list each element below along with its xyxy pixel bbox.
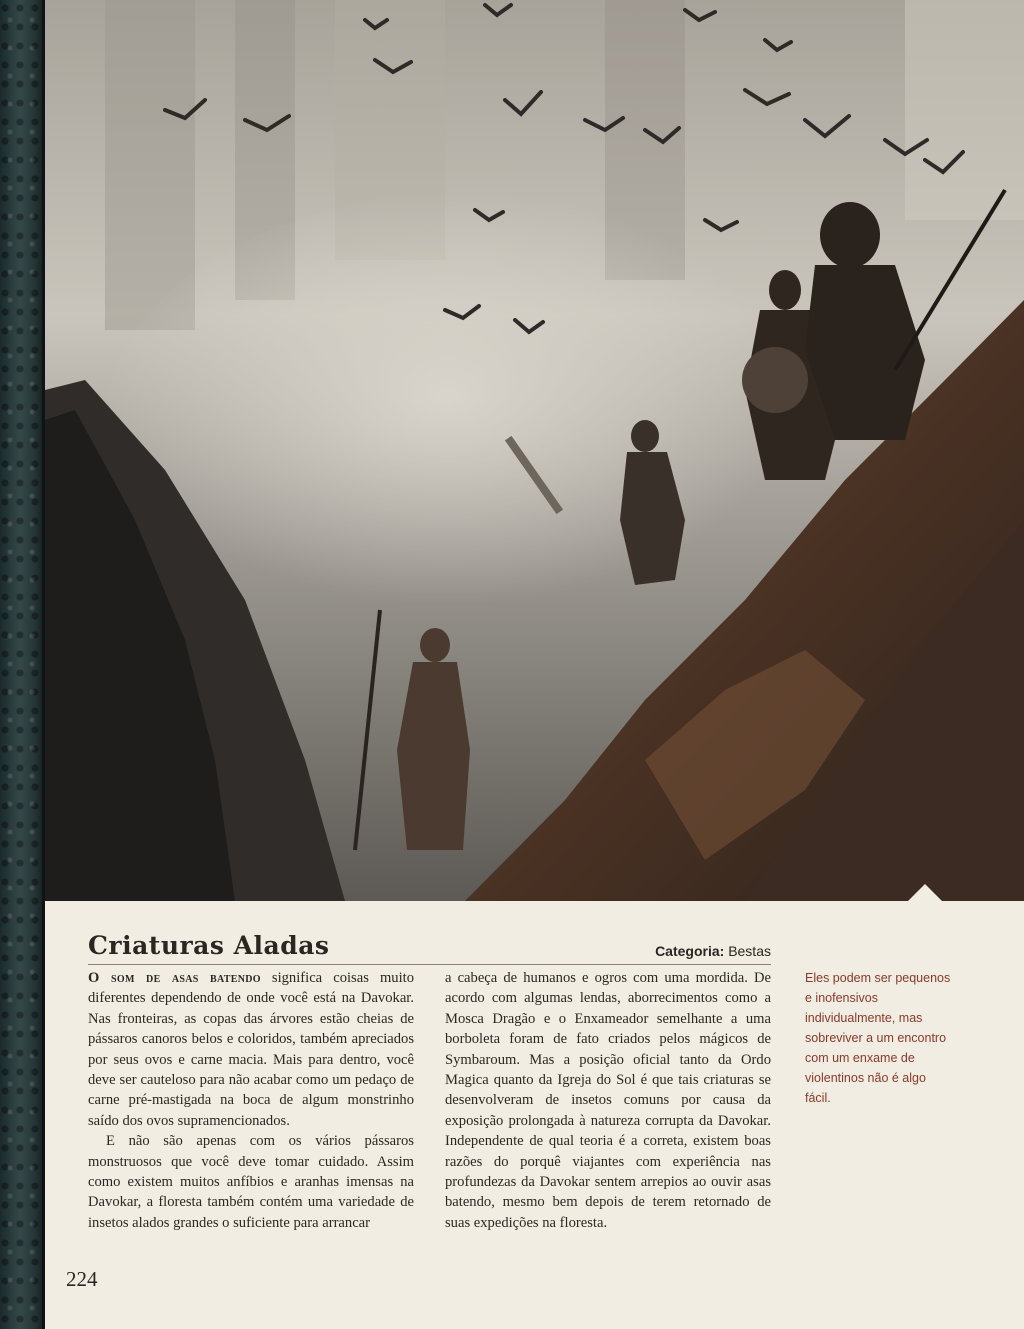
title-divider [88,964,771,965]
paragraph: a cabeça de humanos e ogros com uma mordida. De acordo com algumas lendas, aborrecimentos como a Mosca Dragão e o Enxameador semelhante a uma borboleta foram de fato criados pelos mágicos de Symbaroum. Mas a posição oficial tanto da Ordo Magica quanto da Igreja do Sol é que tais criaturas se desenvolveram de insetos comuns por causa da exposição prolongada à natureza corrupta da Davokar. Independente de qual teoria é a correta, existem boas razões do porquê viajantes com experiência nas profundezas da Davokar sentem arrepios ao ouvir asas batendo, mesmo bem depois de terem retornado de suas expedições na floresta. [445,970,771,1231]
page-number: 224 [66,1267,98,1291]
paragraph [88,968,414,1131]
article-title: Criaturas Aladas [88,931,330,960]
text-column-1 [88,968,414,1233]
category-line [655,943,771,959]
paragraph-text: significa coisas muito diferentes dependendo de onde você está na Davokar. Nas fronteiras, as copas das árvores estão cheias de pássaros canoros belos e coloridos, também apreciados por seus ovos e carne macia. Mais para dentro, você deve ser cauteloso para não acabar como um pedaço de carne pré-mastigada na boca de algum monstrinho saído dos ovos supramencionados. [88,970,414,1129]
illustration-painting [45,0,1024,901]
caption-notch [907,884,943,901]
paragraph: E não são apenas com os vários pássaros monstruosos que você deve tomar cuidado. Assim como existem muitos anfíbios e aranhas imensas na Davokar, a floresta também contém uma variedade de insetos alados grandes o suficiente para arrancar [88,1133,414,1231]
sidebar-note: Eles podem ser pequenos e inofensivos individualmente, mas sobreviver a um encontro com um enxame de violentinos não é algo fácil. [805,971,951,1105]
text-column-2 [445,968,771,1233]
lead-in: O som de asas batendo [88,970,261,986]
category-value: Bestas [728,943,771,959]
decorative-page-border [0,0,45,1329]
category-label: Categoria: [655,943,725,959]
chapter-illustration [45,0,1024,901]
